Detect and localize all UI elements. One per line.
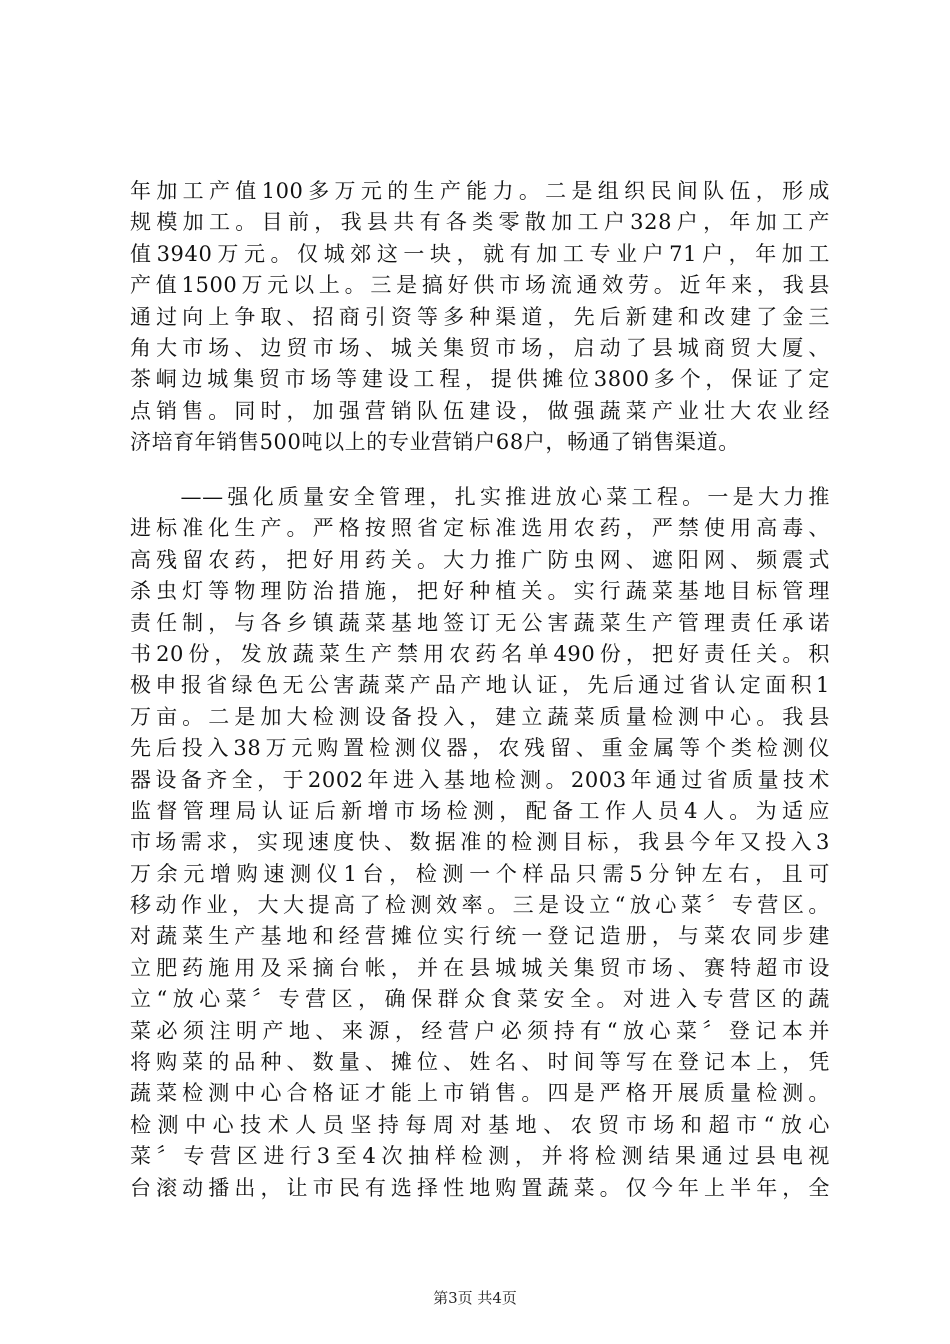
text-line: 茶峒边城集贸市场等建设工程，提供摊位3800多个，保证了定 <box>130 367 830 392</box>
text-line: 蔬菜检测中心合格证才能上市销售。四是严格开展质量检测。 <box>130 1081 830 1106</box>
text-line: 万余元增购速测仪1台，检测一个样品只需5分钟左右，且可 <box>130 861 830 886</box>
paragraph-processing-market <box>130 176 830 459</box>
text-line: 检测中心技术人员坚持每周对基地、农贸市场和超市“放心 <box>130 1112 830 1137</box>
text-line: 值3940万元。仅城郊这一块，就有加工专业户71户，年加工 <box>130 241 830 266</box>
page-footer: 第3页 共4页 <box>433 1289 517 1307</box>
text-line: 监督管理局认证后新增市场检测，配备工作人员4人。为适应 <box>130 798 830 823</box>
text-line: 菜必须注明产地、来源，经营户必须持有“放心菜〞登记本并 <box>130 1018 830 1043</box>
text-line: 立肥药施用及采摘台帐，并在县城城关集贸市场、赛特超市设 <box>130 955 830 980</box>
text-line: 进标准化生产。严格按照省定标准选用农药，严禁使用高毒、 <box>130 516 830 541</box>
text-line: 将购菜的品种、数量、摊位、姓名、时间等写在登记本上，凭 <box>130 1050 830 1075</box>
text-line: 规模加工。目前，我县共有各类零散加工户328户，年加工产 <box>130 210 830 235</box>
text-line: 移动作业，大大提高了检测效率。三是设立“放心菜〞专营区。 <box>130 893 830 918</box>
text-line: 高残留农药，把好用药关。大力推广防虫网、遮阳网、频震式 <box>130 547 830 572</box>
text-line: 书20份，发放蔬菜生产禁用农药名单490份，把好责任关。积 <box>130 641 830 666</box>
text-line: 台滚动播出，让市民有选择性地购置蔬菜。仅今年上半年，全 <box>130 1175 830 1200</box>
text-line: 万亩。二是加大检测设备投入，建立蔬菜质量检测中心。我县 <box>130 704 830 729</box>
text-line: 济培育年销售500吨以上的专业营销户68户，畅通了销售渠道。 <box>130 430 740 455</box>
text-line: 市场需求，实现速度快、数据准的检测目标，我县今年又投入3 <box>130 830 830 855</box>
text-line: 年加工产值100多万元的生产能力。二是组织民间队伍，形成 <box>130 179 830 203</box>
text-line: 产值1500万元以上。三是搞好供市场流通效劳。近年来，我县 <box>130 273 830 298</box>
text-line: ——强化质量安全管理，扎实推进放心菜工程。一是大力推 <box>130 485 830 509</box>
text-line: 先后投入38万元购置检测仪器，农残留、重金属等个类检测仪 <box>130 736 830 761</box>
text-line: 通过向上争取、招商引资等多种渠道，先后新建和改建了金三 <box>130 304 830 329</box>
text-line: 菜〞专营区进行3至4次抽样检测，并将检测结果通过县电视 <box>130 1144 830 1169</box>
text-line: 角大市场、边贸市场、城关集贸市场，启动了县城商贸大厦、 <box>130 335 830 360</box>
text-line: 对蔬菜生产基地和经营摊位实行统一登记造册，与菜农同步建 <box>130 924 830 949</box>
paragraph-quality-safety <box>130 482 830 1204</box>
text-line: 极申报省绿色无公害蔬菜产品产地认证，先后通过省认定面积1 <box>130 673 830 698</box>
text-line: 立“放心菜〞专营区，确保群众食菜安全。对进入专营区的蔬 <box>130 987 830 1012</box>
text-line: 点销售。同时，加强营销队伍建设，做强蔬菜产业壮大农业经 <box>130 398 830 423</box>
text-line: 责任制，与各乡镇蔬菜基地签订无公害蔬菜生产管理责任承诺 <box>130 610 830 635</box>
text-line: 杀虫灯等物理防治措施，把好种植关。实行蔬菜基地目标管理 <box>130 579 830 604</box>
text-line: 器设备齐全，于2002年进入基地检测。2003年通过省质量技术 <box>130 767 830 792</box>
